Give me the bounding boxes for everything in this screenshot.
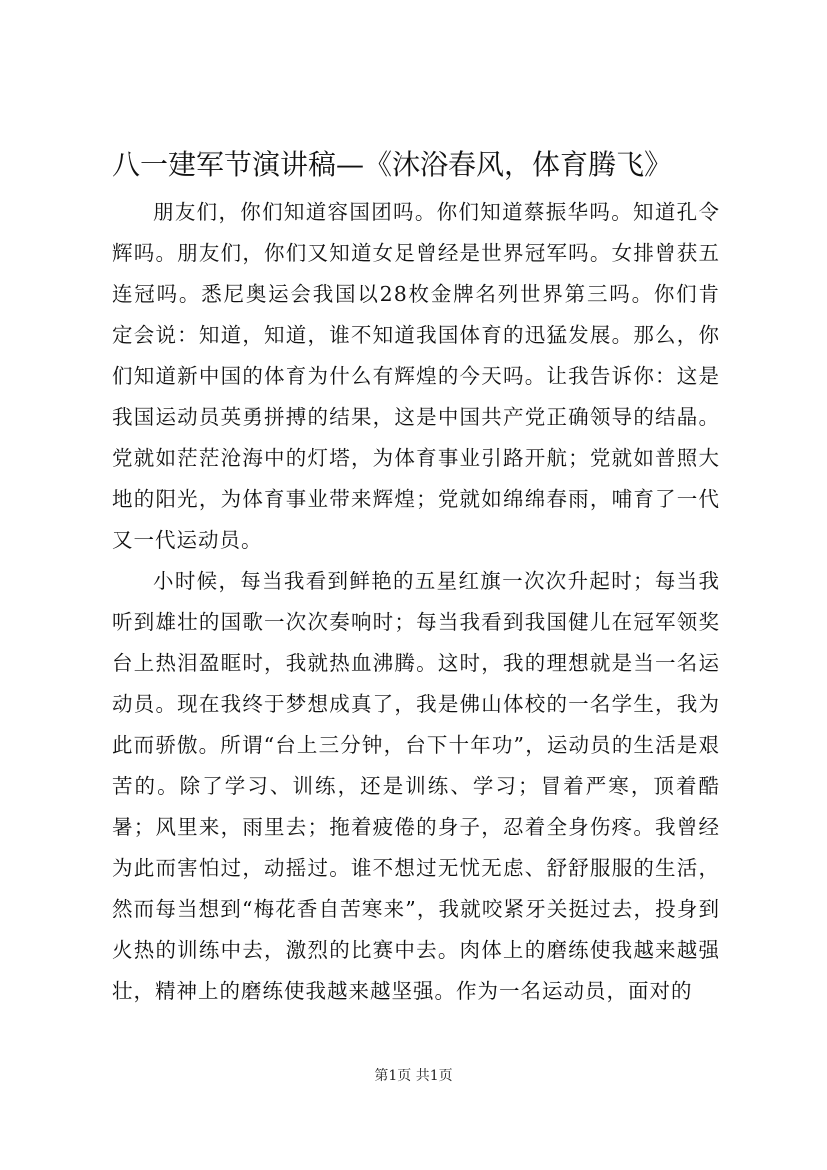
page-number-footer: 第1页 共1页	[374, 1068, 453, 1084]
paragraph-1: 朋友们，你们知道容国团吗。你们知道蔡振华吗。知道孔令辉吗。朋友们，你们又知道女足曾经是世界冠军吗。女排曾获五连冠吗。悉尼奥运会我国以28枚金牌名列世界第三吗。你们肯定会说：知道，知道，谁不知道我国体育的迅猛发展。那么，你们知道新中国的体育为什么有辉煌的今天吗。让我告诉你：这是我国运动员英勇拼搏的结果，这是中国共产党正确领导的结晶。党就如茫茫沧海中的灯塔，为体育事业引路开航；党就如普照大地的阳光，为体育事业带来辉煌；党就如绵绵春雨，哺育了一代又一代运动员。	[112, 200, 720, 552]
document-body	[112, 192, 720, 1012]
paragraph-2: 小时候，每当我看到鲜艳的五星红旗一次次升起时；每当我听到雄壮的国歌一次次奏响时；每当我看到我国健儿在冠军领奖台上热泪盈眶时，我就热血沸腾。这时，我的理想就是当一名运动员。现在我终于梦想成真了，我是佛山体校的一名学生，我为此而骄傲。所谓“台上三分钟，台下十年功”，运动员的生活是艰苦的。除了学习、训练，还是训练、学习；冒着严寒，顶着酷暑；风里来，雨里去；拖着疲倦的身子，忍着全身伤疼。我曾经为此而害怕过，动摇过。谁不想过无忧无虑、舒舒服服的生活，然而每当想到“梅花香自苦寒来”，我就咬紧牙关挺过去，投身到火热的训练中去，激烈的比赛中去。肉体上的磨练使我越来越强壮，精神上的磨练使我越来越坚强。作为一名运动员，面对的	[112, 569, 720, 1003]
document-title: 八一建军节演讲稿—《沐浴春风，体育腾飞》	[112, 148, 673, 181]
